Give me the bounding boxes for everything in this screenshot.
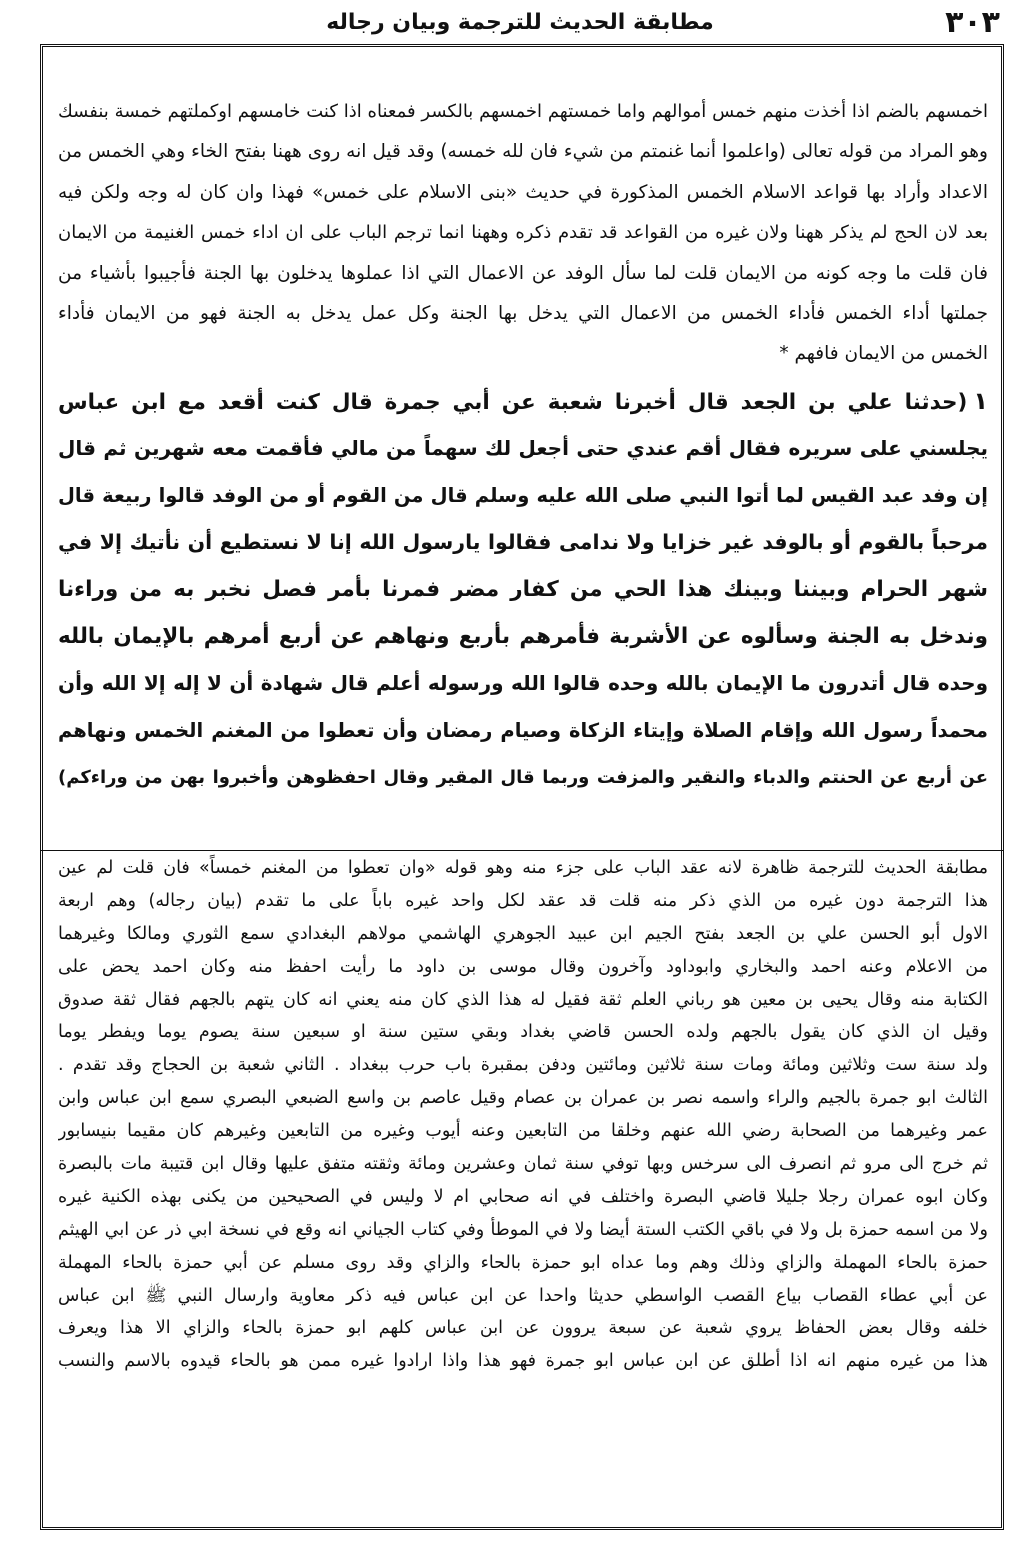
hadith-line: وحده قال أتدرون ما الإيمان بالله وحده قالوا الله ورسوله أعلم قال شهادة أن لا إله إلا الله وأن [58, 671, 988, 695]
page-header [40, 4, 1000, 42]
commentary-bottom [58, 852, 988, 1378]
commentary-line: الاول أبو الحسن علي بن الجعد بفتح الجيم ابن عبيد الجوهري الهاشمي مولاهم البغدادي سمع الثوري ومالكا وغيرهما [58, 923, 988, 944]
commentary-line: جملتها أداء الخمس فأداء الخمس من الاعمال التي يدخل بها الجنة وكل عمل يدخل به الجنة فهو من الايمان فأداء [58, 302, 988, 324]
commentary-line: وهو المراد من قوله تعالى (واعلموا أنما غنمتم من شيء فان لله خمسه) وقد قيل انه روى ههنا بفتح الخاء وهي الخمس من [58, 141, 988, 163]
hadith-number: ١ [973, 387, 988, 415]
commentary-line: هذا الترجمة دون غيره من الذي ذكر منه قلت قد عقد لكل واحد غيره باباً على ما تقدم (بيان رجاله) وهم اربعة [58, 890, 988, 911]
commentary-line: بعد لان الحج لم يذكر ههنا ولان غيره من القواعد قد تقدم ذكره وههنا انما ترجم الباب على ان اداء خمس الغنيمة من الايمان [58, 222, 988, 244]
commentary-line: الاعداد وأراد بها قواعد الاسلام الخمس المذكورة في حديث «بنى الاسلام على خمس» فهذا وان كان له وجه ولكن فيه [58, 181, 988, 203]
commentary-line: الكتابة منه وقال يحيى بن معين هو رباني العلم ثقة فقيل له هذا الذي كان منه يعني انه كان يتهم بالجهم فقال ثقة صدوق [58, 989, 988, 1010]
commentary-line: هذا من غيره منهم انه اذا أطلق عن ابن عباس ابو جمرة فهو هذا واذا ارادوا غيره ممن هو بالحاء قيدوه بالاسم والنسب [58, 1351, 988, 1372]
hadith-line: شهر الحرام وبيننا وبينك هذا الحي من كفار مضر فمرنا بأمر فصل نخبر به من وراءنا [58, 577, 988, 602]
commentary-line: حمزة بالحاء المهملة والزاي وذلك وهم وما عداه ابو حمزة بالحاء والزاي وقد روى مسلم عن أبي حمزة بالحاء المهملة [58, 1252, 988, 1273]
commentary-line: من الاعلام وعنه احمد والبخاري وابوداود وآخرون وقال موسى بن داود ما رأيت احفظ منه وكان احمد يحض على [58, 956, 988, 977]
hadith-line: إن وفد عبد القيس لما أتوا النبي صلى الله عليه وسلم قال من القوم أو من الوفد قالوا ربيعة قال [58, 484, 988, 507]
hadith-line: عن أربع عن الحنتم والدباء والنقير والمزفت وربما قال المقير وقال احفظوهن وأخبروا بهن من وراءكم) [58, 767, 988, 788]
hadith-line: مرحباً بالقوم أو بالوفد غير خزايا ولا ندامى فقالوا يارسول الله إنا لا نستطيع أن نأتيك إلا في [58, 530, 988, 554]
hadith-line-text: (حدثنا علي بن الجعد قال أخبرنا شعبة عن أبي جمرة قال كنت أقعد مع ابن عباس [58, 390, 968, 415]
commentary-line: وكان ابوه عمران رجلا جليلا قاضي البصرة واختلف في انه صحابي ام لا وليس في الصحيحين من يكنى بهذه الكنية غيره [58, 1186, 988, 1207]
commentary-line: اخمسهم بالضم اذا أخذت منهم خمس أموالهم واما خمستهم اخمسهم بالكسر فمعناه اذا كنت خامسهم اوكملتهم خمسة بنفسك [58, 101, 988, 122]
commentary-line: عن أبي عطاء القصاب بياع القصب الواسطي حديثا واحدا عن ابن عباس فيه ذكر معاوية وارسال النبي ﷺ ابن عباس [58, 1285, 988, 1306]
hadith-line: يجلسني على سريره فقال أقم عندي حتى أجعل لك سهماً من مالي فأقمت معه شهرين ثم قال [58, 436, 988, 460]
commentary-line: عمر وغيرهما من الصحابة رضي الله عنهم وخلقا من التابعين وعنه أيوب وغيره من التابعين وغيرهم كان مقيما بنيسابور [58, 1121, 988, 1142]
hadith-text [58, 378, 988, 801]
commentary-line: ثم خرج الى مرو ثم انصرف الى سرخس وبها توفي سنة ثمان وعشرين ومائة وثقته متفق عليها وقال ابن قتيبة مات بالبصرة [58, 1154, 988, 1175]
commentary-line: خلفه وقال بعض الحفاظ يروي شعبة عن سبعة يروون عن ابن عباس كلهم ابو حمزة بالحاء والزاي الا هذا ويعرف [58, 1318, 988, 1339]
section-divider [40, 850, 1004, 851]
hadith-line: محمداً رسول الله وإقام الصلاة وإيتاء الزكاة وصيام رمضان وأن تعطوا من المغنم الخمس ونهاهم [58, 719, 988, 742]
commentary-line: ولا من اسمه حمزة بل ولا في باقي الكتب الستة أيضا ولا في الموطأ وفي كتاب الجياني انه وقع في نسخة ابي ذر عن ابي الهيثم [58, 1219, 988, 1240]
hadith-line [58, 378, 988, 425]
commentary-line: الثالث ابو جمرة بالجيم والراء واسمه نصر بن عمران بن عصام وقيل عاصم بن واسع الضبعي البصري سمع ابن عباس وابن [58, 1088, 988, 1109]
commentary-line: مطابقة الحديث للترجمة ظاهرة لانه عقد الباب على جزء منه وهو قوله «وان تعطوا من المغنم خمساً» فان قلت لم عين [58, 858, 988, 878]
hadith-line: وندخل به الجنة وسألوه عن الأشربة فأمرهم بأربع ونهاهم عن أربع أمرهم بالإيمان بالله [58, 624, 988, 649]
commentary-line: ولد سنة ست وثلاثين ومائة ومات سنة ثلاثين ومائتين ودفن بمقبرة باب حرب ببغداد . الثاني شعبة بن الحجاج وقد تقدم . [58, 1055, 988, 1076]
commentary-top [58, 92, 988, 375]
commentary-line: الخمس من الايمان فافهم * [779, 343, 988, 365]
commentary-line: وقيل ان الذي كان يقول بالجهم ولده الحسن قاضي بغداد وبقي ستين سنة او سبعين سنة يصوم يوما ويفطر يوما [58, 1022, 988, 1043]
commentary-line: فان قلت ما وجه كونه من الايمان قلت لما سأل الوفد عن الاعمال التي اذا عملوها يدخلون بها الجنة فأجيبوا بأشياء من [58, 262, 988, 284]
running-title: مطابقة الحديث للترجمة وبيان رجاله [326, 10, 714, 35]
page-number: ٣٠٣ [945, 5, 1000, 40]
